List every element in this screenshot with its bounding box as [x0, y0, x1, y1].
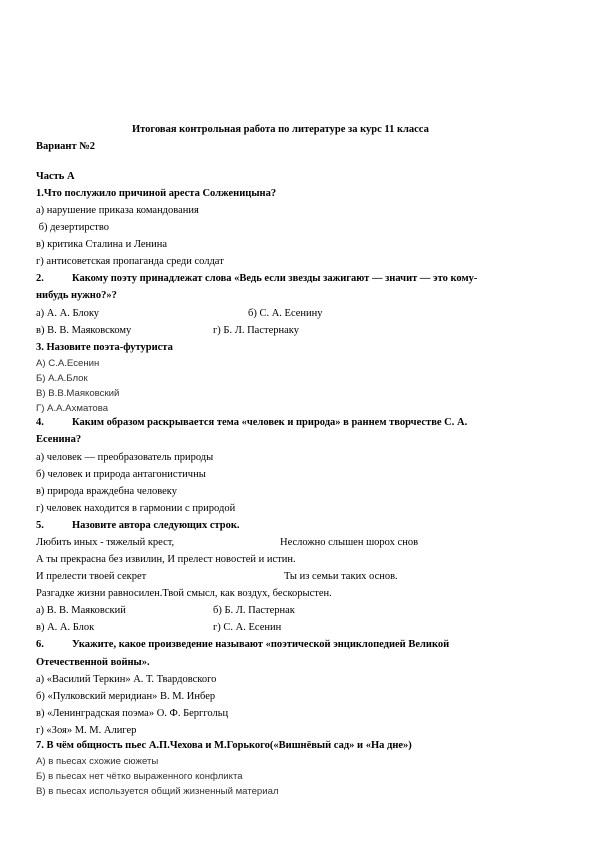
q7-question: 7. В чём общность пьес А.П.Чехова и М.Горького(«Вишнёвый сад» и «На дне»): [36, 740, 412, 751]
q3-option-b: Б) А.А.Блок: [36, 373, 88, 384]
q4-number: 4.: [36, 417, 44, 428]
poem-line-1b: Несложно слышен шорох снов: [280, 537, 419, 548]
q2-option-b: б) С. А. Есенину: [248, 308, 323, 319]
q1-option-b: б) дезертирство: [36, 222, 109, 233]
q4-option-b: б) человек и природа антагонистичны: [36, 469, 206, 480]
q6-question-line1: [36, 638, 449, 651]
q5-question: [36, 519, 240, 532]
q6-option-a: а) «Василий Теркин» А. Т. Твардовского: [36, 674, 217, 685]
q2-option-v: в) В. В. Маяковскому: [36, 325, 132, 336]
poem-line-2: А ты прекрасна без извилин, И прелест новостей и истин.: [36, 554, 296, 565]
poem-line-3a: И прелести твоей секрет: [36, 571, 147, 582]
q6-question-text: Укажите, какое произведение называют «поэтической энциклопедией Великой: [72, 639, 450, 650]
q1-option-g: г) антисоветская пропаганда среди солдат: [36, 256, 224, 267]
q5-option-b: б) Б. Л. Пастернак: [213, 605, 295, 616]
q2-option-g: г) Б. Л. Пастернаку: [213, 325, 299, 336]
q5-number: 5.: [36, 520, 44, 531]
q2-question-text: Какому поэту принадлежат слова «Ведь если звезды зажигают — значит — это кому-: [72, 273, 478, 284]
q1-option-a: а) нарушение приказа командования: [36, 205, 199, 216]
q7-option-v: В) в пьесах используется общий жизненный материал: [36, 786, 279, 797]
page-title: Итоговая контрольная работа по литературе за курс 11 класса: [132, 124, 429, 135]
q6-number: 6.: [36, 639, 44, 650]
q4-question-line1: [36, 416, 467, 429]
q5-option-v: в) А. А. Блок: [36, 622, 95, 633]
part-label: Часть А: [36, 171, 75, 182]
poem-line-1a: Любить иных - тяжелый крест,: [36, 537, 175, 548]
q4-option-v: в) природа враждебна человеку: [36, 486, 177, 497]
variant-label: Вариант №2: [36, 141, 96, 152]
q6-option-v: в) «Ленинградская поэма» О. Ф. Берггольц: [36, 708, 229, 719]
q7-option-a: А) в пьесах схожие сюжеты: [36, 756, 159, 767]
q3-question: 3. Назовите поэта-футуриста: [36, 342, 173, 353]
q4-question-line2: Есенина?: [36, 434, 82, 445]
q2-number: 2.: [36, 273, 44, 284]
q2-question-line2: нибудь нужно?»?: [36, 290, 117, 301]
q6-option-b: б) «Пулковский меридиан» В. М. Инбер: [36, 691, 216, 702]
q3-option-v: В) В.В.Маяковский: [36, 388, 120, 399]
q6-question-line2: Отечественной войны».: [36, 657, 150, 668]
q4-option-g: г) человек находится в гармонии с природой: [36, 503, 236, 514]
q1-question: 1.Что послужило причиной ареста Солженицына?: [36, 188, 277, 199]
poem-line-4: Разгадке жизни равносилен.Твой смысл, как воздух, бескорыстен.: [36, 588, 332, 599]
q2-option-a: а) А. А. Блоку: [36, 308, 100, 319]
q5-option-g: г) С. А. Есенин: [213, 622, 282, 633]
q5-question-text: Назовите автора следующих строк.: [72, 520, 240, 531]
q2-question-line1: [36, 272, 477, 285]
q5-option-a: а) В. В. Маяковский: [36, 605, 126, 616]
q4-question-text: Каким образом раскрывается тема «человек и природа» в раннем творчестве С. А.: [72, 417, 468, 428]
q3-option-a: А) С.А.Есенин: [36, 358, 100, 369]
q7-option-b: Б) в пьесах нет чётко выраженного конфликта: [36, 771, 243, 782]
q6-option-g: г) «Зоя» М. М. Алигер: [36, 725, 137, 736]
poem-line-3b: Ты из семьи таких основ.: [284, 571, 398, 582]
q3-option-g: Г) А.А.Ахматова: [36, 403, 109, 414]
q4-option-a: а) человек — преобразователь природы: [36, 452, 214, 463]
q1-option-v: в) критика Сталина и Ленина: [36, 239, 168, 250]
